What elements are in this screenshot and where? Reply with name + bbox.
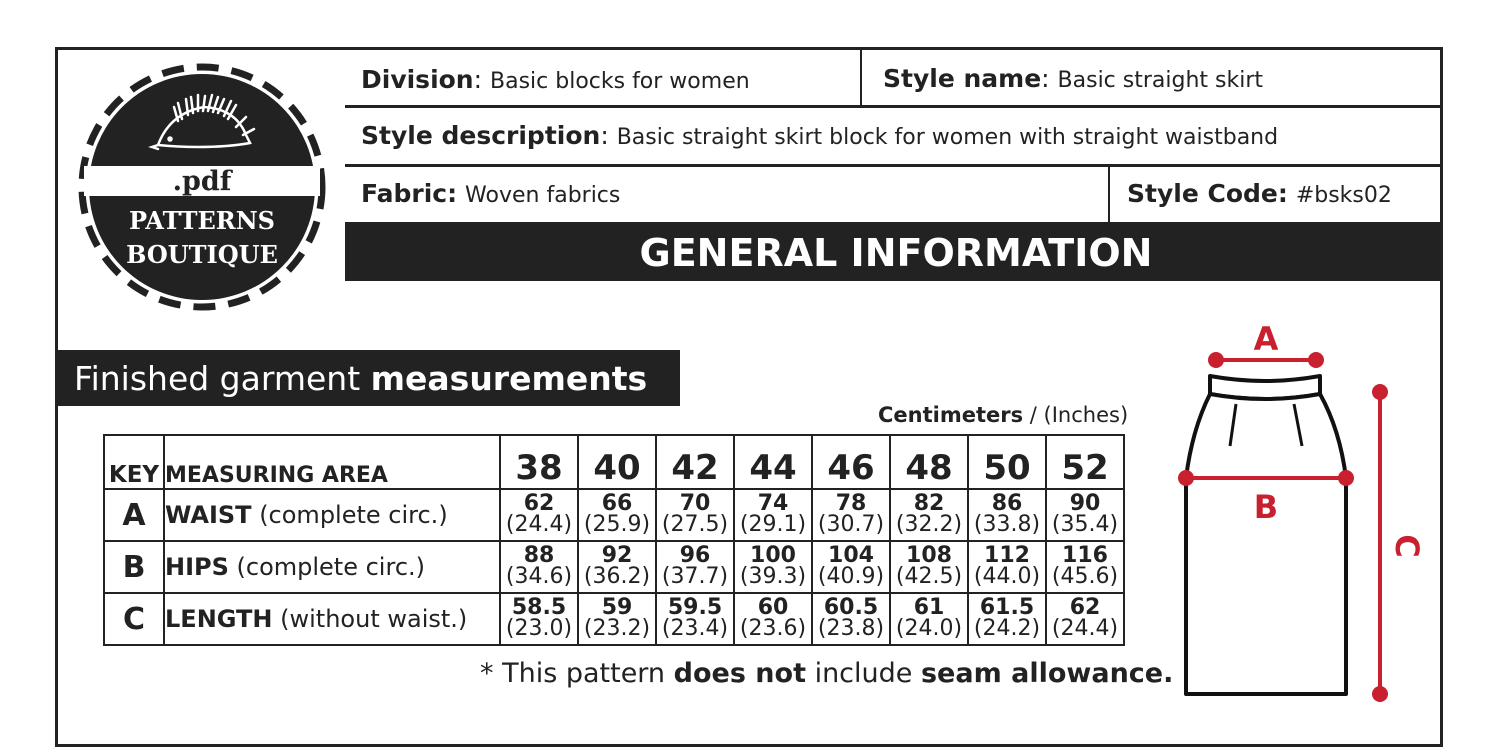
table-cell: 62 (24.4): [1046, 593, 1124, 645]
header-divider: [345, 164, 1443, 167]
table-cell: 61 (24.0): [890, 593, 968, 645]
size-header: 44: [734, 435, 812, 489]
table-cell: 92 (36.2): [578, 541, 656, 593]
row-area: WAIST (complete circ.): [164, 489, 500, 541]
table-row: [104, 541, 1124, 593]
logo-line2: BOUTIQUE: [126, 240, 278, 269]
row-key: A: [104, 489, 164, 541]
table-cell: 112 (44.0): [968, 541, 1046, 593]
table-cell: 59 (23.2): [578, 593, 656, 645]
skirt-diagram: [1160, 310, 1430, 710]
table-header-row: [104, 435, 1124, 489]
header-separator: [1108, 165, 1110, 223]
row-area: HIPS (complete circ.): [164, 541, 500, 593]
table-cell: 59.5 (23.4): [656, 593, 734, 645]
division-field: Division: Basic blocks for women: [361, 65, 750, 94]
table-cell: 108 (42.5): [890, 541, 968, 593]
row-key: B: [104, 541, 164, 593]
table-cell: 70 (27.5): [656, 489, 734, 541]
style-name-field: Style name: Basic straight skirt: [883, 64, 1264, 93]
table-cell: 88 (34.6): [500, 541, 578, 593]
measuring-area-header: MEASURING AREA: [164, 435, 500, 489]
table-cell: 82 (32.2): [890, 489, 968, 541]
table-cell: 61.5 (24.2): [968, 593, 1046, 645]
row-key: C: [104, 593, 164, 645]
table-cell: 66 (25.9): [578, 489, 656, 541]
table-row: [104, 593, 1124, 645]
units-label: Centimeters / (Inches): [878, 403, 1129, 427]
measure-point: [1208, 352, 1224, 368]
style-description-field: Style description: Basic straight skirt block for women with straight waistband: [361, 121, 1279, 150]
patterns-boutique-logo: [78, 63, 326, 311]
table-cell: 58.5 (23.0): [500, 593, 578, 645]
table-cell: 100 (39.3): [734, 541, 812, 593]
header-divider: [345, 105, 1443, 108]
table-cell: 60 (23.6): [734, 593, 812, 645]
label-a: A: [1253, 320, 1279, 358]
size-header: 46: [812, 435, 890, 489]
row-area: LENGTH (without waist.): [164, 593, 500, 645]
size-header: 42: [656, 435, 734, 489]
measurements-title: Finished garment measurements: [58, 350, 680, 406]
logo-ext: .pdf: [172, 166, 232, 197]
general-information-banner: GENERAL INFORMATION: [345, 225, 1443, 281]
size-header: 38: [500, 435, 578, 489]
table-row: [104, 489, 1124, 541]
measure-point: [1372, 686, 1388, 702]
measurements-table: [103, 434, 1125, 646]
measure-point: [1372, 384, 1388, 400]
table-cell: 86 (33.8): [968, 489, 1046, 541]
table-cell: 74 (29.1): [734, 489, 812, 541]
style-code-field: Style Code: #bsks02: [1127, 179, 1392, 208]
measure-point: [1338, 470, 1354, 486]
table-cell: 90 (35.4): [1046, 489, 1124, 541]
logo-line1: PATTERNS: [129, 206, 275, 235]
size-header: 50: [968, 435, 1046, 489]
table-cell: 62 (24.4): [500, 489, 578, 541]
measure-point: [1178, 470, 1194, 486]
header-separator: [860, 48, 862, 106]
label-c: C: [1388, 534, 1426, 558]
table-cell: 60.5 (23.8): [812, 593, 890, 645]
table-cell: 96 (37.7): [656, 541, 734, 593]
key-header: KEY: [104, 435, 164, 489]
seam-allowance-note: * This pattern does not include seam allowance.: [480, 658, 1174, 689]
table-cell: 116 (45.6): [1046, 541, 1124, 593]
fabric-field: Fabric: Woven fabrics: [361, 179, 621, 208]
table-cell: 104 (40.9): [812, 541, 890, 593]
size-header: 40: [578, 435, 656, 489]
size-header: 48: [890, 435, 968, 489]
skirt-body: [1186, 394, 1346, 694]
table-cell: 78 (30.7): [812, 489, 890, 541]
measure-point: [1308, 352, 1324, 368]
label-b: B: [1253, 488, 1279, 526]
size-header: 52: [1046, 435, 1124, 489]
